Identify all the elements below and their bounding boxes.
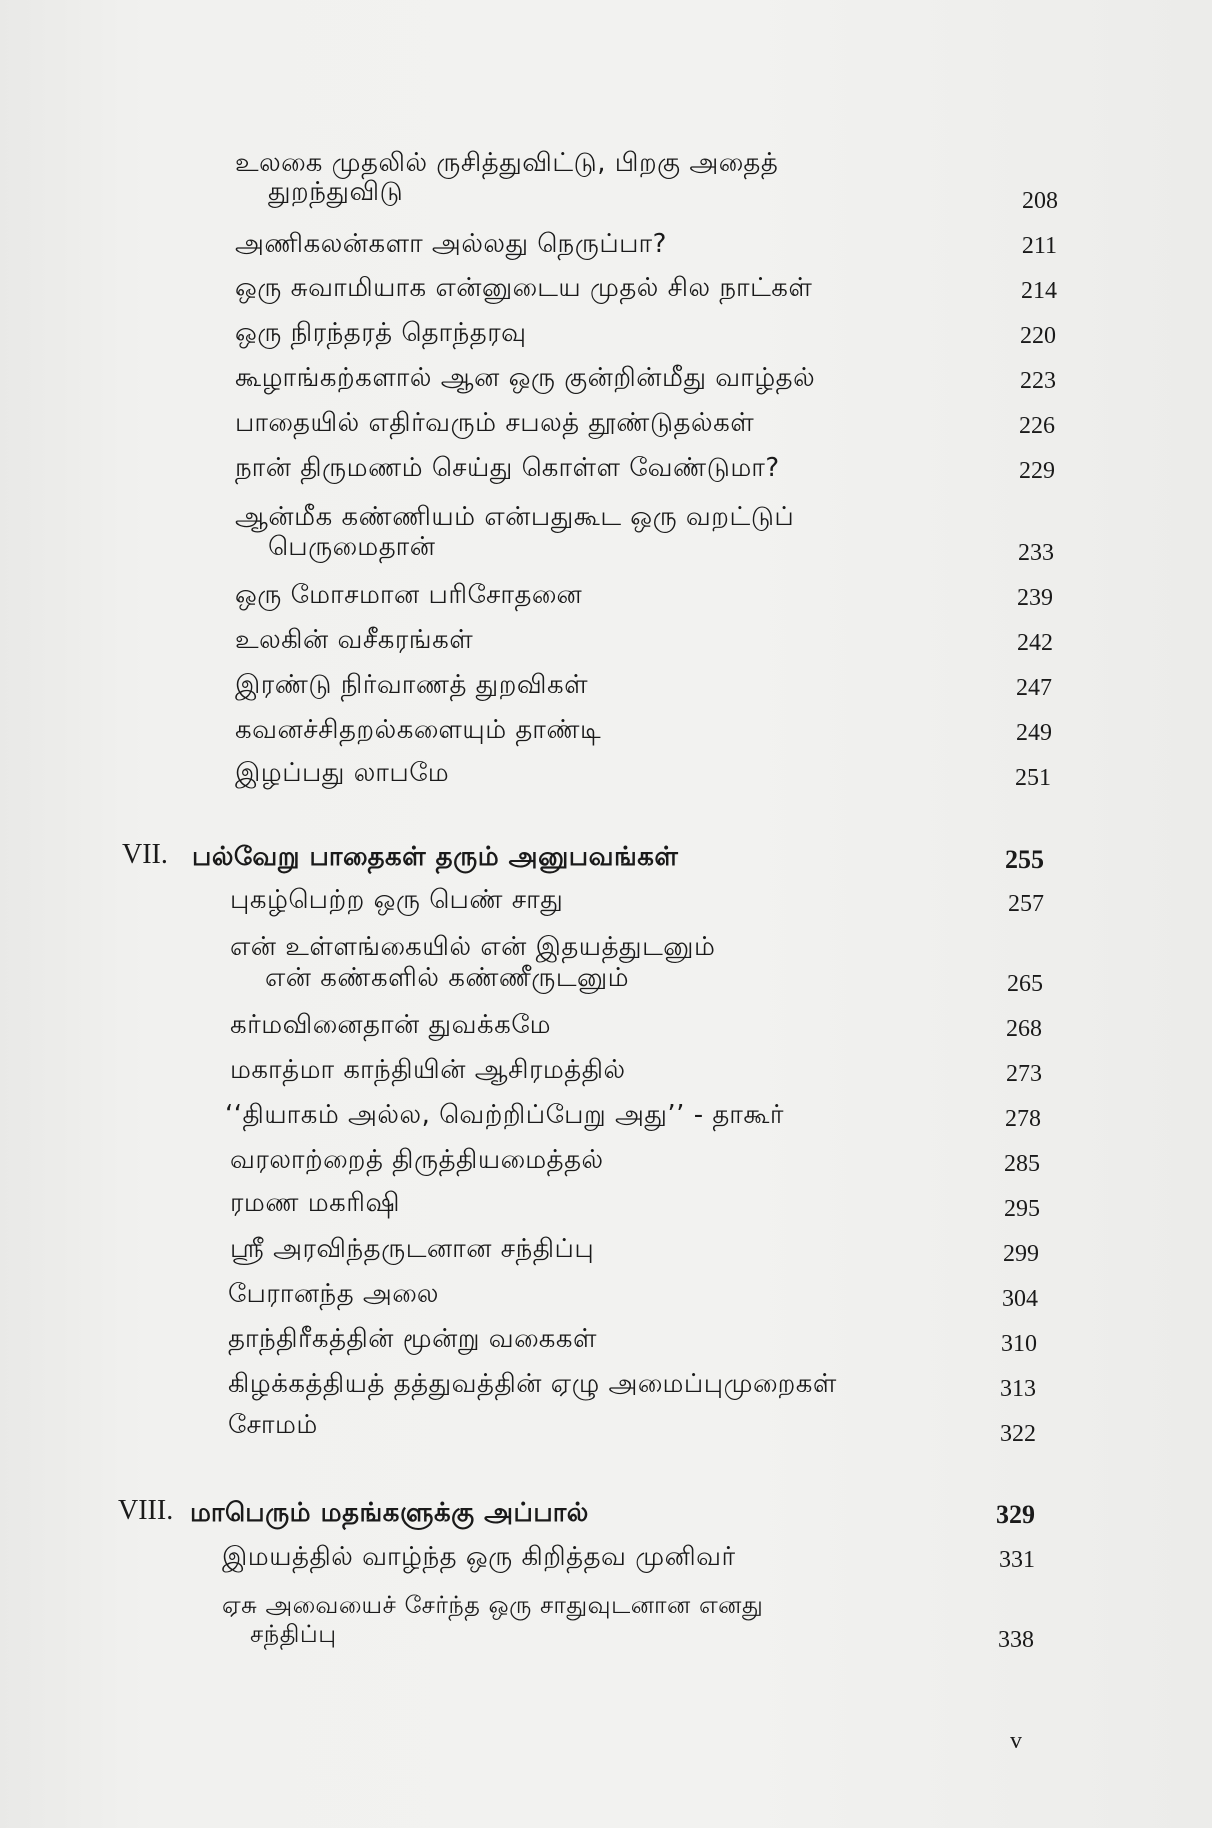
toc-entry-title: ஆன்மீக கண்ணியம் என்பதுகூட ஒரு வறட்டுப் xyxy=(235,502,795,532)
toc-entry-title: நான் திருமணம் செய்து கொள்ள வேண்டுமா? xyxy=(235,453,780,483)
toc-entry-page: 278 xyxy=(1005,1106,1041,1132)
toc-entry-title: ஏசு அவையைச் சேர்ந்த ஒரு சாதுவுடனான எனது xyxy=(222,1591,764,1619)
toc-entry-title: ஒரு சுவாமியாக என்னுடைய முதல் சில நாட்கள் xyxy=(235,273,813,303)
toc-entry-title-cont: என் கண்களில் கண்ணீருடனும் xyxy=(265,963,630,993)
toc-entry-page: 285 xyxy=(1004,1151,1040,1177)
toc-entry-page: 242 xyxy=(1017,630,1053,656)
toc-entry-page: 208 xyxy=(1022,188,1058,214)
toc-entry-title: ரமண மகரிஷி xyxy=(230,1188,400,1218)
toc-entry-title-cont: சந்திப்பு xyxy=(250,1620,337,1648)
toc-entry-page: 239 xyxy=(1017,585,1053,611)
toc-entry-page: 233 xyxy=(1018,540,1054,566)
toc-entry-page: 214 xyxy=(1021,278,1057,304)
toc-entry-title: புகழ்பெற்ற ஒரு பெண் சாது xyxy=(230,885,564,915)
toc-entry-page: 220 xyxy=(1020,323,1056,349)
toc-entry-page: 229 xyxy=(1019,458,1055,484)
toc-entry-title: ஒரு மோசமான பரிசோதனை xyxy=(235,580,583,610)
section-title: பல்வேறு பாதைகள் தரும் அனுபவங்கள் xyxy=(192,842,679,872)
toc-entry-page: 249 xyxy=(1016,720,1052,746)
toc-entry-title: கிழக்கத்தியத் தத்துவத்தின் ஏழு அமைப்புமுறைகள் xyxy=(228,1369,837,1399)
toc-entry-title-cont: துறந்துவிடு xyxy=(268,177,404,207)
toc-entry-page: 268 xyxy=(1006,1016,1042,1042)
toc-entry-title: அணிகலன்களா அல்லது நெருப்பா? xyxy=(235,229,667,259)
toc-entry-page: 247 xyxy=(1016,675,1052,701)
toc-entry-title: மகாத்மா காந்தியின் ஆசிரமத்தில் xyxy=(230,1055,626,1085)
toc-entry-title: இமயத்தில் வாழ்ந்த ஒரு கிறித்தவ முனிவர் xyxy=(222,1542,736,1572)
toc-entry-page: 331 xyxy=(999,1547,1035,1573)
section-page: 255 xyxy=(1005,845,1044,874)
toc-entry-title: சோமம் xyxy=(228,1410,318,1440)
toc-entry-title: இழப்பது லாபமே xyxy=(235,758,450,788)
toc-entry-title: ‘‘தியாகம் அல்ல, வெற்றிப்பேறு அது’’ - தாகூர் xyxy=(225,1100,785,1130)
section-number: VII. xyxy=(122,839,168,870)
toc-entry-page: 223 xyxy=(1020,368,1056,394)
toc-entry-title-cont: பெருமைதான் xyxy=(268,532,436,562)
toc-entry-page: 299 xyxy=(1003,1241,1039,1267)
toc-entry-title: உலகின் வசீகரங்கள் xyxy=(235,625,474,655)
toc-entry-page: 304 xyxy=(1002,1286,1038,1312)
toc-entry-title: தாந்திரீகத்தின் மூன்று வகைகள் xyxy=(228,1324,597,1354)
toc-entry-title: கவனச்சிதறல்களையும் தாண்டி xyxy=(235,715,602,745)
toc-entry-page: 226 xyxy=(1019,413,1055,439)
toc-entry-page: 310 xyxy=(1001,1331,1037,1357)
toc-entry-page: 295 xyxy=(1004,1196,1040,1222)
section-page: 329 xyxy=(996,1500,1035,1529)
toc-entry-title: ஸ்ரீ அரவிந்தருடனான சந்திப்பு xyxy=(230,1234,595,1264)
toc-entry-page: 211 xyxy=(1021,233,1057,259)
toc-entry-title: வரலாற்றைத் திருத்தியமைத்தல் xyxy=(230,1145,604,1175)
toc-entry-page: 257 xyxy=(1008,891,1044,917)
toc-entry-page: 265 xyxy=(1007,971,1043,997)
section-number: VIII. xyxy=(118,1495,174,1526)
section-title: மாபெரும் மதங்களுக்கு அப்பால் xyxy=(190,1498,589,1528)
toc-entry-title: என் உள்ளங்கையில் என் இதயத்துடனும் xyxy=(230,932,716,962)
toc-entry-title: கூழாங்கற்களால் ஆன ஒரு குன்றின்மீது வாழ்தல் xyxy=(235,363,816,393)
toc-entry-title: கர்மவினைதான் துவக்கமே xyxy=(230,1010,552,1040)
toc-entry-page: 313 xyxy=(1000,1376,1036,1402)
toc-entry-title: இரண்டு நிர்வாணத் துறவிகள் xyxy=(235,670,589,700)
toc-entry-page: 338 xyxy=(998,1627,1034,1653)
toc-entry-page: 322 xyxy=(1000,1421,1036,1447)
toc-entry-title: ஒரு நிரந்தரத் தொந்தரவு xyxy=(235,318,527,348)
toc-entry-page: 251 xyxy=(1015,765,1051,791)
toc-entry-page: 273 xyxy=(1006,1061,1042,1087)
toc-entry-title: பாதையில் எதிர்வரும் சபலத் தூண்டுதல்கள் xyxy=(235,408,755,438)
page-footer-number: v xyxy=(1010,1728,1022,1754)
toc-entry-title: உலகை முதலில் ருசித்துவிட்டு, பிறகு அதைத் xyxy=(235,148,779,178)
toc-entry-title: பேரானந்த அலை xyxy=(228,1279,439,1309)
